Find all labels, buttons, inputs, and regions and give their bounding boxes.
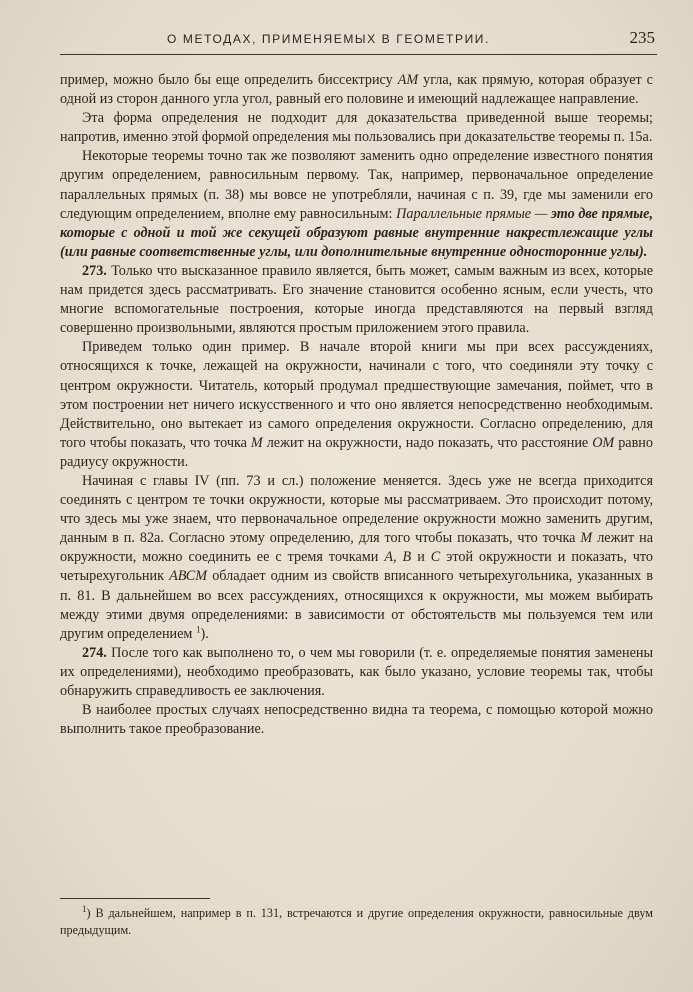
paragraph: Некоторые теоремы точно так же позволяют заменить одно определение известного понятия другим определением, равносильным первому. Так, например, первоначальное определение параллельных прямых (п. 38) мы вовсе не употребляли, начиная с п. 39, где мы заменили его следующим определением, вполне ему равносильным: Параллельные прямые — это две прямые, которые с одной и той же секущей образуют равные внутренние накрестлежащие углы (или равные соответственные углы, или дополнительные внутренние односторонние углы).	[60, 148, 653, 260]
paragraph: Приведем только один пример. В начале второй книги мы при всех рассуждениях, относящихся к точке, лежащей на окружности, начинали с того, что соединяли эту точку с центром окружности. Читатель, который продумал предшествующие замечания, поймет, что в этом построении нет ничего искусственного и что оно является непосредственно необходимым. Действительно, оно вытекает из самого определения окружности. Согласно определению, для того чтобы показать, что точка М лежит на окружности, надо показать, что расстояние ОМ равно радиусу окружности.	[60, 339, 653, 470]
paragraph-section-274: 274. После того как выполнено то, о чем мы говорили (т. е. определяемые понятия заменены их определениями), необходимо преобразовать, как было указано, условие теоремы так, чтобы обнаружить справедливость ее заключения.	[60, 644, 653, 699]
page-body	[60, 71, 653, 739]
running-head: О МЕТОДАХ, ПРИМЕНЯЕМЫХ В ГЕОМЕТРИИ.	[167, 32, 490, 46]
footnote: $^1$) В дальнейшем, например в п. 131, встречаются и другие определения окружности, равносильные двум предыдущим.	[60, 903, 653, 937]
page-number: 235	[629, 28, 655, 47]
paragraph: пример, можно было бы еще определить биссектрису АМ угла, как прямую, которая образует с одной из сторон данного угла угол, равный его половине и имеющий надлежащее направление.	[60, 72, 653, 108]
section-number: 273.	[82, 262, 107, 279]
section-number: 274.	[82, 644, 107, 661]
paragraph: Начиная с главы IV (пп. 73 и сл.) положение меняется. Здесь уже не всегда приходится соединять с центром те точки окружности, которые мы рассматриваем. Это происходит потому, что здесь мы уже знаем, что первоначальное определение окружности можно заменить другим, данным в п. 82а. Согласно этому определению, для того чтобы показать, что точка М лежит на окружности, можно соединить ее с тремя точками А, В и С этой окружности и показать, что четырехугольник АВСМ обладает одним из свойств вписанного четырехугольника, указанных в п. 81. В дальнейшем во всех рассуждениях, относящихся к окружности, мы можем выбирать между этими двумя определениями: в зависимости от обстоятельств мы пользуемся тем или другим определением $^1$).	[60, 472, 654, 642]
paragraph: В наиболее простых случаях непосредственно видна та теорема, с помощью которой можно выполнить такое преобразование.	[60, 702, 653, 738]
page-header	[60, 30, 657, 55]
footnote-divider	[60, 898, 210, 899]
footnote-ref: 1	[195, 623, 201, 634]
footnote-mark: 1	[82, 903, 87, 914]
paragraph-section-273: 273. Только что высказанное правило является, быть может, самым важным из всех, которые нам придется здесь рассматривать. Его значение становится особенно ясным, если учесть, что многие вспомогательные построения, которые иногда представляются на первый взгляд совершенно произвольными, являются простым приложением этого правила.	[60, 262, 653, 337]
paragraph: Эта форма определения не подходит для доказательства приведенной выше теоремы; напротив, именно этой формой определения мы пользовались при доказательстве теоремы п. 15а.	[60, 110, 653, 146]
